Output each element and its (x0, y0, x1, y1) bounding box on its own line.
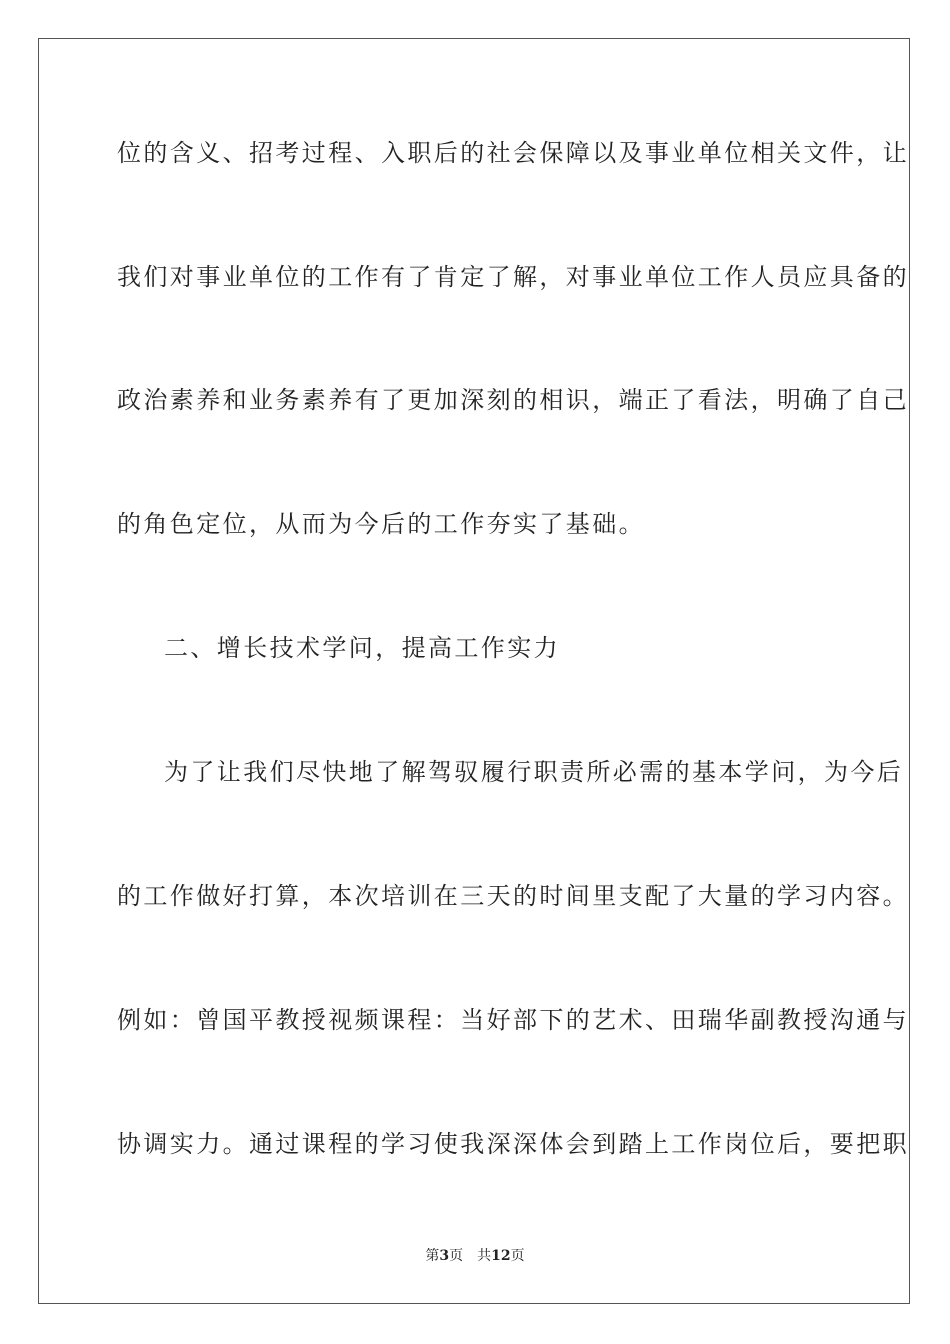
page-border (38, 38, 910, 1304)
page-footer (0, 1247, 950, 1265)
total-prefix: 共 (477, 1248, 492, 1264)
total-pages: 12 (491, 1248, 511, 1264)
body-line-3: 政治素养和业务素养有了更加深刻的相识，端正了看法，明确了自己 (117, 386, 909, 414)
body-line-1: 位的含义、招考过程、入职后的社会保障以及事业单位相关文件，让 (117, 139, 909, 167)
body-line-9: 协调实力。通过课程的学习使我深深体会到踏上工作岗位后，要把职 (117, 1130, 909, 1158)
page-prefix: 第 (425, 1248, 440, 1264)
body-line-7: 的工作做好打算，本次培训在三天的时间里支配了大量的学习内容。 (117, 882, 909, 910)
body-line-8: 例如：曾国平教授视频课程：当好部下的艺术、田瑞华副教授沟通与 (117, 1006, 909, 1034)
page-number: 3 (439, 1248, 450, 1264)
body-line-4: 的角色定位，从而为今后的工作夯实了基础。 (117, 510, 645, 538)
body-line-2: 我们对事业单位的工作有了肯定了解，对事业单位工作人员应具备的 (117, 263, 909, 291)
body-line-6: 为了让我们尽快地了解驾驭履行职责所必需的基本学问，为今后 (164, 758, 904, 786)
page-suffix: 页 (449, 1248, 464, 1264)
total-suffix: 页 (510, 1248, 525, 1264)
section-heading: 二、增长技术学问，提高工作实力 (164, 634, 560, 662)
